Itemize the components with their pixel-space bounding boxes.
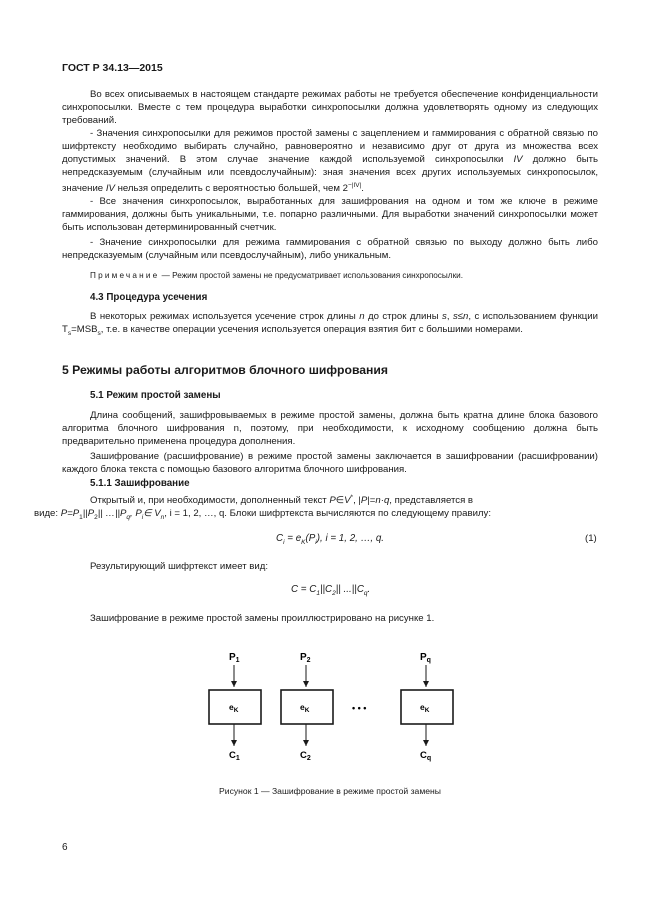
note: Примечание — Режим простой замены не предусматривает использования синхропосылки. (90, 271, 463, 280)
svg-text:C2: $C_2$ (300, 750, 311, 762)
section-5-heading: 5 Режимы работы алгоритмов блочного шифрования (62, 363, 389, 377)
section-5-1-heading: 5.1 Режим простой замены (90, 390, 221, 401)
section-4-3-heading: 4.3 Процедура усечения (90, 292, 208, 303)
svg-text:eK: $e_K$ (229, 702, 239, 714)
figure-block-1 (209, 652, 261, 762)
requirement-1: - Значения синхропосылки для режимов простой замены с зацеплением и гаммирования с обратной связью по шифртексту необходимо выбирать случайно, равновероятно и независимо друг от друга из множества всех допустимых значений. В этом случае значение каждой используемой синхропосылки IV должно быть непредсказуемым (случайным или псевдослучайным): зная значения всех других используемых синхропосылок, значение IV нельзя определить с вероятностью большей, чем $2^{-|IV|}$. (62, 128, 598, 195)
figure-block-2 (281, 652, 333, 762)
equation-2: $C = C_1||C_2||$ $...||C_q$. (291, 584, 371, 597)
standard-header: ГОСТ Р 34.13—2015 (62, 62, 163, 74)
section-5-1-1-text: Открытый и, при необходимости, дополненный текст P∈V*, |P|=n·q, представляется в виде: $P=P_1||P_2||$ $\dots||P_q$, $P_i\in$ $V_n$, i = 1, 2, …, q. Блоки шифртекста вычисляются по следующему правилу: (34, 494, 491, 522)
svg-text:eK: $e_K$ (300, 702, 310, 714)
section-4-3-text: В некоторых режимах используется усечение строк длины n до строк длины s, s≤n, с использованием функции $T_s=MSB_s$, т.е. в качестве операции усечения используется операция взятия бит с большими номерами. (62, 311, 599, 337)
requirement-3: - Значение синхропосылки для режима гаммирования с обратной связью по выходу должно быть либо непредсказуемым (случайным или псевдослучайным), либо уникальным. (62, 237, 598, 262)
intro-paragraph: Во всех описываемых в настоящем стандарте режимах работы не требуется обеспечение конфиденциальности синхропосылки. Вместе с тем процедура выработки синхропосылки должна удовлетворять одному из следующих требований. (62, 89, 598, 127)
svg-text:eK: $e_K$ (420, 702, 430, 714)
section-5-1-paragraph-1: Длина сообщений, зашифровываемых в режиме простой замены, должна быть кратна длине блока базового алгоритма блочного шифрования n, поэтому, при необходимости, к исходному сообщению должна быть предварительно применена процедура дополнения. (62, 410, 598, 448)
svg-text:P2: $P_2$ (300, 652, 311, 664)
svg-text:C1: $C_1$ (229, 750, 240, 762)
equation-1: $C_i = e_K(P_i)$, i = 1, 2, …, q. (276, 533, 385, 546)
result-label: Результирующий шифртекст имеет вид: (90, 561, 269, 572)
equation-1-number: (1) (585, 533, 597, 544)
note-label: Примечание (90, 271, 160, 280)
svg-text:P1: $P_1$ (229, 652, 240, 664)
section-5-1-1-heading: 5.1.1 Зашифрование (90, 478, 190, 489)
figure-caption: Рисунок 1 — Зашифрование в режиме простой замены (219, 786, 441, 796)
figure-reference: Зашифрование в режиме простой замены проиллюстрировано на рисунке 1. (90, 613, 435, 624)
figure-block-q (401, 652, 453, 762)
svg-text:Cq: $C_q$ (420, 750, 432, 762)
requirement-2: - Все значения синхропосылок, выработанных для зашифрования на одном и том же ключе в режиме гаммирования, должны быть уникальными, т.е. попарно различными. Для выработки значений синхропосылки может быть использован детерминированный счетчик. (62, 196, 598, 234)
figure-ellipsis: • • • (352, 703, 367, 713)
svg-text:Pq: $P_q$ (420, 652, 431, 664)
page-number: 6 (62, 842, 68, 853)
section-5-1-paragraph-2: Зашифрование (расшифрование) в режиме простой замены заключается в зашифровании (расшифровании) каждого блока текста с помощью базового алгоритма блочного шифрования. (62, 451, 598, 476)
